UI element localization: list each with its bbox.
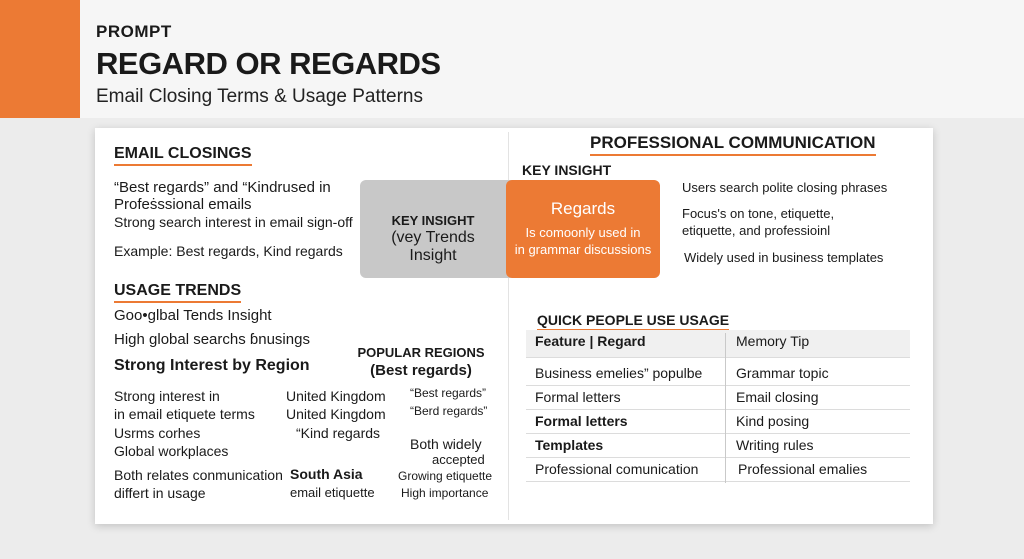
email-closings-example: Example: Best regards, Kind regards xyxy=(114,243,343,259)
table-row xyxy=(526,434,910,458)
table-row xyxy=(526,362,910,386)
accepted: accepted xyxy=(432,452,485,467)
usage-left-line1: Strong interest in xyxy=(114,388,220,404)
professional-line4: Widely used in business templates xyxy=(684,250,884,265)
usage-left-line4: Global workplaces xyxy=(114,443,229,459)
table-cell: Kind posing xyxy=(736,413,810,429)
table-row xyxy=(526,410,910,434)
accent-bar xyxy=(0,0,80,118)
email-closings-line2: Profeṡssional emails xyxy=(114,196,252,213)
strong-interest-heading: Strong Interest by Region xyxy=(114,357,310,374)
email-etiquette: email etiquette xyxy=(290,485,375,500)
table-column-divider xyxy=(725,333,726,483)
usage-trends-heading: USAGE TRENDS xyxy=(114,282,241,303)
regards-box-line1: Is comoonly used in xyxy=(525,225,641,240)
email-closings-line1: “Best regards” and “Kindrused in xyxy=(114,179,331,196)
quote-berd-regards: “Berd regards” xyxy=(410,404,488,418)
table-cell: Writing rules xyxy=(736,437,814,453)
table-cell: Formal letters xyxy=(535,413,628,429)
professional-line2: Focus's on tone, etiquette, xyxy=(682,206,835,221)
table-header-row xyxy=(526,330,910,358)
table-header-memory-tip: Memory Tip xyxy=(736,333,810,349)
region-united-kingdom-1: United Kingdom xyxy=(286,388,386,404)
table-cell: Formal letters xyxy=(535,389,621,405)
email-closings-line3: Strong search interest in email sign-off xyxy=(114,214,353,230)
usage-trends-line1: Goo•glbal Tends Insight xyxy=(114,307,272,324)
usage-left-line5: Both relates conmunication xyxy=(114,467,283,483)
high-importance: High importance xyxy=(401,486,489,500)
page-subtitle: Email Closing Terms & Usage Patterns xyxy=(96,86,423,107)
quote-best-regards: “Best regards” xyxy=(410,386,487,400)
table-row xyxy=(526,386,910,410)
professional-line3: etiquette, and professioinl xyxy=(682,223,831,238)
email-closings-heading: EMAIL CLOSINGS xyxy=(114,145,252,166)
popular-regions-subheading: (Best regards) xyxy=(370,362,472,379)
table-cell: Grammar topic xyxy=(736,365,829,381)
table-cell: Email closing xyxy=(736,389,819,405)
table-cell: Templates xyxy=(535,437,604,453)
professional-heading: PROFESSIONAL COMMUNICATION xyxy=(590,133,876,156)
key-insight-box-line2: (vey Trends xyxy=(391,229,475,246)
table-cell: Professional comunication xyxy=(535,461,699,477)
region-south-asia: South Asia xyxy=(290,466,363,482)
popular-regions-heading: POPULAR REGIONS xyxy=(357,345,485,360)
table-cell: Business emelies” populbe xyxy=(535,365,703,381)
quick-usage-heading: QUICK PEOPLE USE USAGE xyxy=(537,312,729,331)
growing-etiquette: Growing etiquette xyxy=(398,469,493,483)
usage-trends-line2: High global searchs ɓnusings xyxy=(114,331,310,348)
key-insight-box-title: KEY INSIGHT xyxy=(391,213,475,228)
table-cell: Professional emalies xyxy=(738,461,868,477)
usage-left-line2: in email etiquete terms xyxy=(114,406,255,422)
prompt-label: PROMPT xyxy=(96,22,172,41)
regards-box-line2: in grammar discussions xyxy=(514,242,652,257)
table-row xyxy=(526,458,910,482)
usage-left-line3: Usrms corhes xyxy=(114,425,201,441)
usage-left-line6: differt in usage xyxy=(114,485,206,501)
table-header-feature: Feature | Regard xyxy=(535,333,646,349)
professional-line1: Users search polite closing phrases xyxy=(682,180,888,195)
regards-box-title: Regards xyxy=(550,199,616,218)
page-title: REGARD OR REGARDS xyxy=(96,46,441,81)
both-widely: Both widely xyxy=(410,436,482,452)
key-insight-box-line3: Insight xyxy=(409,247,457,264)
region-kind-regards: “Kind regards xyxy=(296,425,381,441)
region-united-kingdom-2: United Kingdom xyxy=(286,406,386,422)
key-insight-label: KEY INSIGHT xyxy=(522,162,612,178)
